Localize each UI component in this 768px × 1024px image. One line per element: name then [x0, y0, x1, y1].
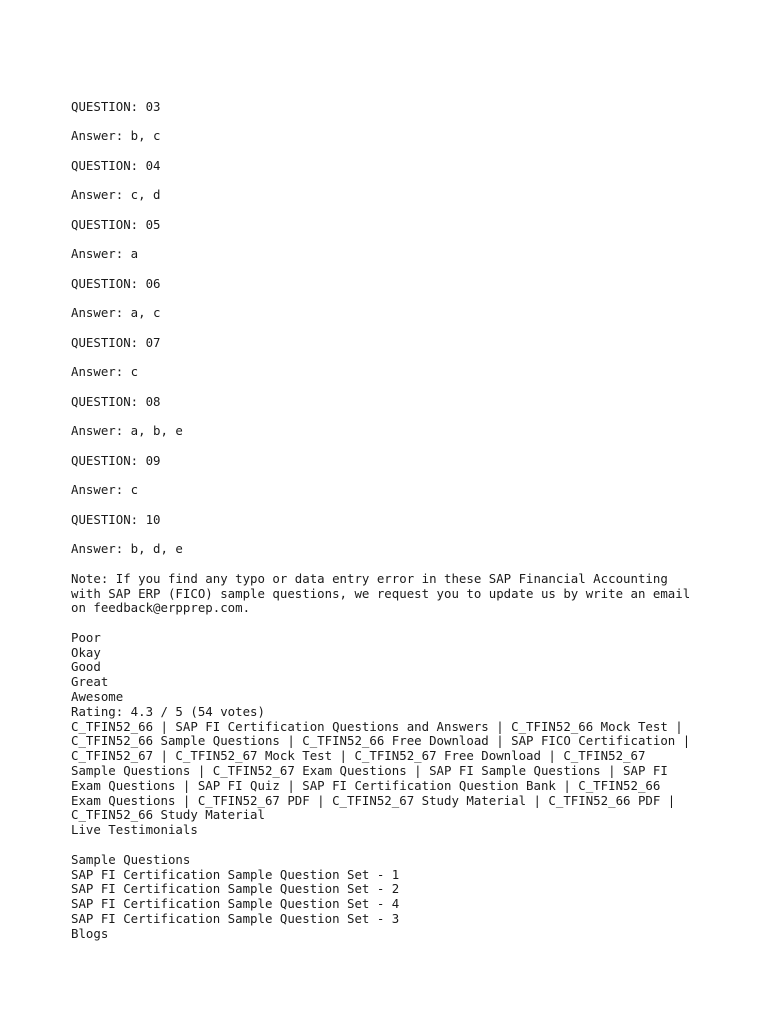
sample-question-set-link[interactable]: SAP FI Certification Sample Question Set - 2: [71, 881, 400, 897]
answer-label: Answer: c, d: [71, 187, 161, 203]
tag-line[interactable]: Exam Questions | SAP FI Quiz | SAP FI Certification Question Bank | C_TFIN52_66: [71, 777, 661, 793]
tag-line[interactable]: C_TFIN52_66 Sample Questions | C_TFIN52_66 Free Download | SAP FICO Certification |: [71, 733, 691, 749]
answer-label: Answer: c: [71, 482, 139, 498]
rating-option-awesome[interactable]: Awesome: [71, 689, 124, 705]
tag-line[interactable]: C_TFIN52_66 | SAP FI Certification Questions and Answers | C_TFIN52_66 Mock Test |: [71, 718, 683, 734]
note-line: with SAP ERP (FICO) sample questions, we request you to update us by write an email: [71, 585, 691, 601]
tag-line[interactable]: Exam Questions | C_TFIN52_67 PDF | C_TFIN52_67 Study Material | C_TFIN52_66 PDF |: [71, 792, 676, 808]
rating-option-okay[interactable]: Okay: [71, 644, 101, 660]
question-label: QUESTION: 05: [71, 216, 161, 232]
sample-questions-section: [71, 853, 711, 927]
question-label: QUESTION: 08: [71, 393, 161, 409]
sample-question-set-link[interactable]: SAP FI Certification Sample Question Set - 1: [71, 866, 400, 882]
question-label: QUESTION: 09: [71, 452, 161, 468]
sample-questions-heading: Sample Questions: [71, 851, 191, 867]
rating-summary: Rating: 4.3 / 5 (54 votes): [71, 703, 265, 719]
tag-line[interactable]: C_TFIN52_67 | C_TFIN52_67 Mock Test | C_TFIN52_67 Free Download | C_TFIN52_67: [71, 748, 646, 764]
answer-label: Answer: b, c: [71, 128, 161, 144]
rating-widget: [71, 631, 711, 720]
blogs-link[interactable]: Blogs: [71, 925, 109, 941]
question-label: QUESTION: 03: [71, 99, 161, 114]
question-label: QUESTION: 04: [71, 157, 161, 173]
sample-question-set-link[interactable]: SAP FI Certification Sample Question Set - 4: [71, 896, 400, 912]
answer-label: Answer: a, c: [71, 305, 161, 321]
question-label: QUESTION: 07: [71, 334, 161, 350]
spacer: [71, 838, 711, 853]
answer-label: Answer: c: [71, 364, 139, 380]
rating-option-poor[interactable]: Poor: [71, 629, 101, 645]
question-label: QUESTION: 10: [71, 511, 161, 527]
rating-option-great[interactable]: Great: [71, 674, 109, 690]
answer-label: Answer: a: [71, 246, 139, 262]
note-line: on feedback@erpprep.com.: [71, 600, 251, 616]
live-testimonials-link[interactable]: Live Testimonials: [71, 822, 198, 838]
rating-option-good[interactable]: Good: [71, 659, 101, 675]
qa-list: [71, 100, 711, 557]
tag-line[interactable]: C_TFIN52_66 Study Material: [71, 807, 265, 823]
sample-question-set-link[interactable]: SAP FI Certification Sample Question Set - 3: [71, 910, 400, 926]
tag-line[interactable]: Sample Questions | C_TFIN52_67 Exam Questions | SAP FI Sample Questions | SAP FI: [71, 763, 668, 778]
page-content: [71, 100, 711, 942]
feedback-note: [71, 572, 711, 616]
answer-label: Answer: a, b, e: [71, 423, 183, 439]
tag-links: [71, 720, 711, 824]
note-line: Note: If you find any typo or data entry error in these SAP Financial Accounting: [71, 570, 668, 586]
question-label: QUESTION: 06: [71, 275, 161, 291]
answer-label: Answer: b, d, e: [71, 541, 183, 557]
